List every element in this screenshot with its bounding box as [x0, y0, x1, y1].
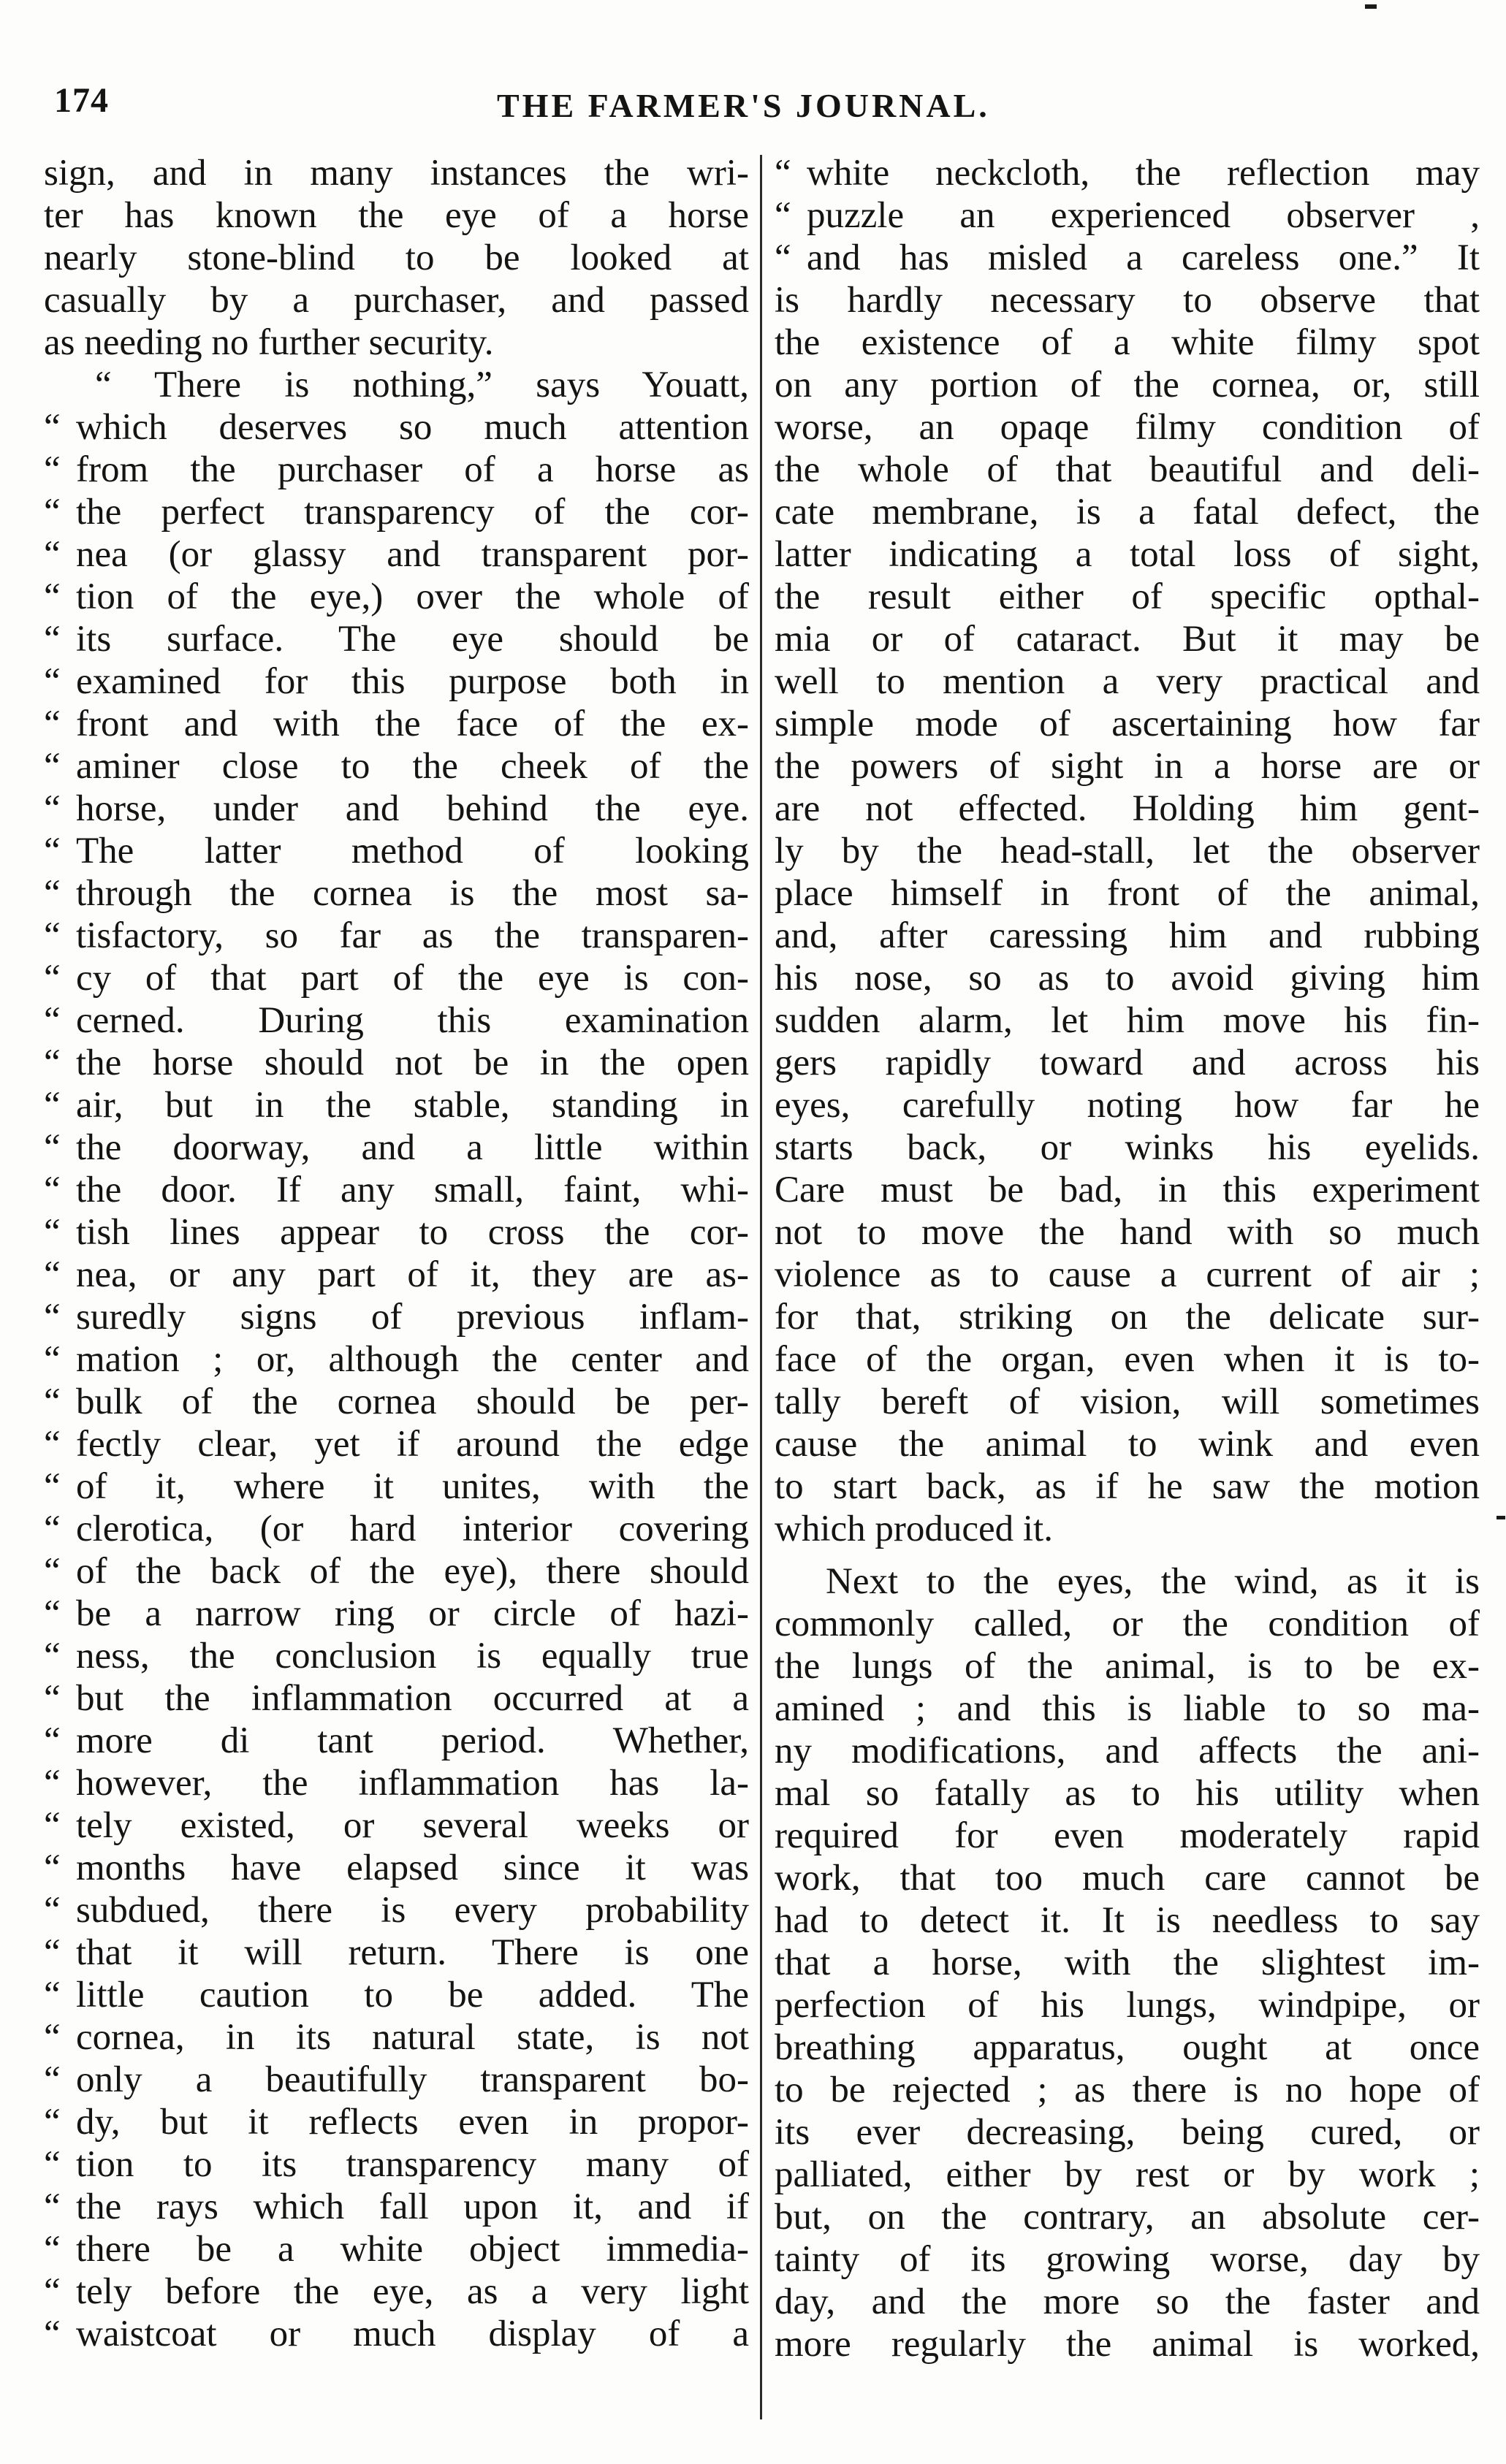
right-text-column: [775, 152, 1480, 2424]
text-line: simple mode of ascertaining how far: [775, 703, 1480, 744]
text-line: that a horse, with the slightest im-: [775, 1942, 1480, 1983]
text-line: “ its surface. The eye should be: [44, 618, 749, 660]
text-line: but, on the contrary, an absolute cer-: [775, 2197, 1480, 2238]
text-line: violence as to cause a current of air ;: [775, 1254, 1480, 1295]
text-line: “ that it will return. There is one: [44, 1931, 749, 1974]
text-line: “ examined for this purpose both in: [44, 660, 749, 703]
text-line: sign, and in many instances the wri-: [44, 153, 749, 194]
text-line: “ horse, under and behind the eye.: [44, 787, 749, 830]
text-line: nearly stone-blind to be looked at: [44, 237, 749, 278]
text-line: palliated, either by rest or by work ;: [775, 2154, 1480, 2195]
text-line: the powers of sight in a horse are or: [775, 746, 1480, 787]
text-line: gers rapidly toward and across his: [775, 1042, 1480, 1083]
text-line: “ only a beautifully transparent bo-: [44, 2059, 749, 2101]
text-line: “ but the inflammation occurred at a: [44, 1677, 749, 1720]
column-divider: [760, 155, 762, 2419]
text-line: “ subdued, there is every probability: [44, 1889, 749, 1931]
text-line: “ nea (or glassy and transparent por-: [44, 533, 749, 576]
text-line: the whole of that beautiful and deli-: [775, 449, 1480, 490]
text-line: “ be a narrow ring or circle of hazi-: [44, 1593, 749, 1635]
text-line: “ air, but in the stable, standing in: [44, 1084, 749, 1126]
text-line: “ more di tant period. Whether,: [44, 1720, 749, 1762]
text-line: “ there be a white object immedia-: [44, 2228, 749, 2270]
text-line: “ clerotica, (or hard interior covering: [44, 1508, 749, 1550]
text-line: which produced it.: [775, 1508, 1053, 1549]
text-line: “ tion of the eye,) over the whole of: [44, 576, 749, 618]
text-line: “ tion to its transparency many of: [44, 2143, 749, 2186]
text-line: “ through the cornea is the most sa-: [44, 872, 749, 915]
text-line: “ and has misled a careless one.” It: [775, 237, 1480, 279]
text-line: sudden alarm, let him move his fin-: [775, 1000, 1480, 1041]
text-line: “ aminer close to the cheek of the: [44, 745, 749, 787]
text-line: ly by the head-stall, let the observer: [775, 831, 1480, 871]
text-line: “ mation ; or, although the center and: [44, 1338, 749, 1381]
text-line: “ however, the inflammation has la-: [44, 1762, 749, 1804]
ink-mark: [1365, 4, 1377, 9]
text-line: “ the rays which fall upon it, and if: [44, 2186, 749, 2228]
text-line: breathing apparatus, ought at once: [775, 2027, 1480, 2068]
text-line: not to move the hand with so much: [775, 1212, 1480, 1253]
text-line: day, and the more so the faster and: [775, 2281, 1480, 2322]
text-line: “ suredly signs of previous inflam-: [44, 1296, 749, 1338]
text-line: “ the horse should not be in the open: [44, 1042, 749, 1084]
text-line: Next to the eyes, the wind, as it is: [826, 1561, 1480, 1602]
text-line: cause the animal to wink and even: [775, 1424, 1480, 1465]
text-line: “ dy, but it reflects even in propor-: [44, 2101, 749, 2143]
text-line: for that, striking on the delicate sur-: [775, 1297, 1480, 1338]
text-line: “ which deserves so much attention: [44, 406, 749, 449]
text-line: his nose, so as to avoid giving him: [775, 958, 1480, 999]
text-line: face of the organ, even when it is to-: [775, 1339, 1480, 1380]
text-line: well to mention a very practical and: [775, 661, 1480, 702]
text-line: are not effected. Holding him gent-: [775, 788, 1480, 829]
left-text-column: [44, 152, 749, 2424]
page-header: [44, 80, 1461, 146]
text-line: “ cy of that part of the eye is con-: [44, 957, 749, 999]
text-line: ny modifications, and affects the ani-: [775, 1731, 1480, 1771]
text-line: “ tely existed, or several weeks or: [44, 1804, 749, 1847]
ink-mark: [1497, 1516, 1505, 1519]
text-line: “ bulk of the cornea should be per-: [44, 1381, 749, 1423]
text-line: starts back, or winks his eyelids.: [775, 1127, 1480, 1168]
text-line: “ tish lines appear to cross the cor-: [44, 1211, 749, 1254]
text-line: “ the perfect transparency of the cor-: [44, 491, 749, 533]
text-line: tally bereft of vision, will sometimes: [775, 1381, 1480, 1422]
text-line: tainty of its growing worse, day by: [775, 2239, 1480, 2280]
text-line: “ of it, where it unites, with the: [44, 1465, 749, 1508]
text-line: “ little caution to be added. The: [44, 1974, 749, 2016]
text-line: had to detect it. It is needless to say: [775, 1900, 1480, 1941]
text-line: “ The latter method of looking: [44, 830, 749, 872]
text-line: “ tely before the eye, as a very light: [44, 2270, 749, 2313]
text-line: “ cerned. During this examination: [44, 999, 749, 1042]
text-line: place himself in front of the animal,: [775, 873, 1480, 914]
text-line: “ cornea, in its natural state, is not: [44, 2016, 749, 2059]
text-line: “ months have elapsed since it was: [44, 1847, 749, 1889]
text-line: commonly called, or the condition of: [775, 1603, 1480, 1644]
text-line: ter has known the eye of a horse: [44, 195, 749, 236]
text-line: “ of the back of the eye), there should: [44, 1550, 749, 1593]
text-line: mia or of cataract. But it may be: [775, 619, 1480, 660]
text-line: “ There is nothing,” says Youatt,: [95, 365, 749, 405]
text-line: on any portion of the cornea, or, still: [775, 365, 1480, 405]
text-line: “ the doorway, and a little within: [44, 1126, 749, 1169]
text-line: cate membrane, is a fatal defect, the: [775, 492, 1480, 533]
text-line: “ fectly clear, yet if around the edge: [44, 1423, 749, 1465]
text-line: as needing no further security.: [44, 322, 494, 363]
text-line: required for even moderately rapid: [775, 1815, 1480, 1856]
page-number: 174: [54, 81, 109, 120]
text-line: worse, an opaqe filmy condition of: [775, 407, 1480, 448]
text-line: perfection of his lungs, windpipe, or: [775, 1985, 1480, 2026]
text-line: work, that too much care cannot be: [775, 1858, 1480, 1899]
text-line: “ waistcoat or much display of a: [44, 2313, 749, 2355]
text-line: to be rejected ; as there is no hope of: [775, 2070, 1480, 2110]
text-line: casually by a purchaser, and passed: [44, 280, 749, 321]
text-line: “ tisfactory, so far as the transparen-: [44, 915, 749, 957]
text-line: “ nea, or any part of it, they are as-: [44, 1254, 749, 1296]
text-line: “ front and with the face of the ex-: [44, 703, 749, 745]
text-line: eyes, carefully noting how far he: [775, 1085, 1480, 1126]
text-line: the lungs of the animal, is to be ex-: [775, 1646, 1480, 1687]
text-line: “ from the purchaser of a horse as: [44, 449, 749, 491]
text-line: “ the door. If any small, faint, whi-: [44, 1169, 749, 1211]
text-line: is hardly necessary to observe that: [775, 280, 1480, 321]
text-line: “ ness, the conclusion is equally true: [44, 1635, 749, 1677]
text-line: and, after caressing him and rubbing: [775, 915, 1480, 956]
text-line: its ever decreasing, being cured, or: [775, 2112, 1480, 2153]
text-line: more regularly the animal is worked,: [775, 2324, 1480, 2365]
text-line: mal so fatally as to his utility when: [775, 1773, 1480, 1814]
text-line: “ white neckcloth, the reflection may: [775, 152, 1480, 194]
text-line: latter indicating a total loss of sight,: [775, 534, 1480, 575]
text-line: amined ; and this is liable to so ma-: [775, 1688, 1480, 1729]
running-title: THE FARMER'S JOURNAL.: [497, 87, 990, 124]
text-line: Care must be bad, in this experiment: [775, 1170, 1480, 1210]
text-line: the result either of specific opthal-: [775, 576, 1480, 617]
text-line: the existence of a white filmy spot: [775, 322, 1480, 363]
text-line: to start back, as if he saw the motion: [775, 1466, 1480, 1507]
text-line: “ puzzle an experienced observer ,: [775, 194, 1480, 237]
